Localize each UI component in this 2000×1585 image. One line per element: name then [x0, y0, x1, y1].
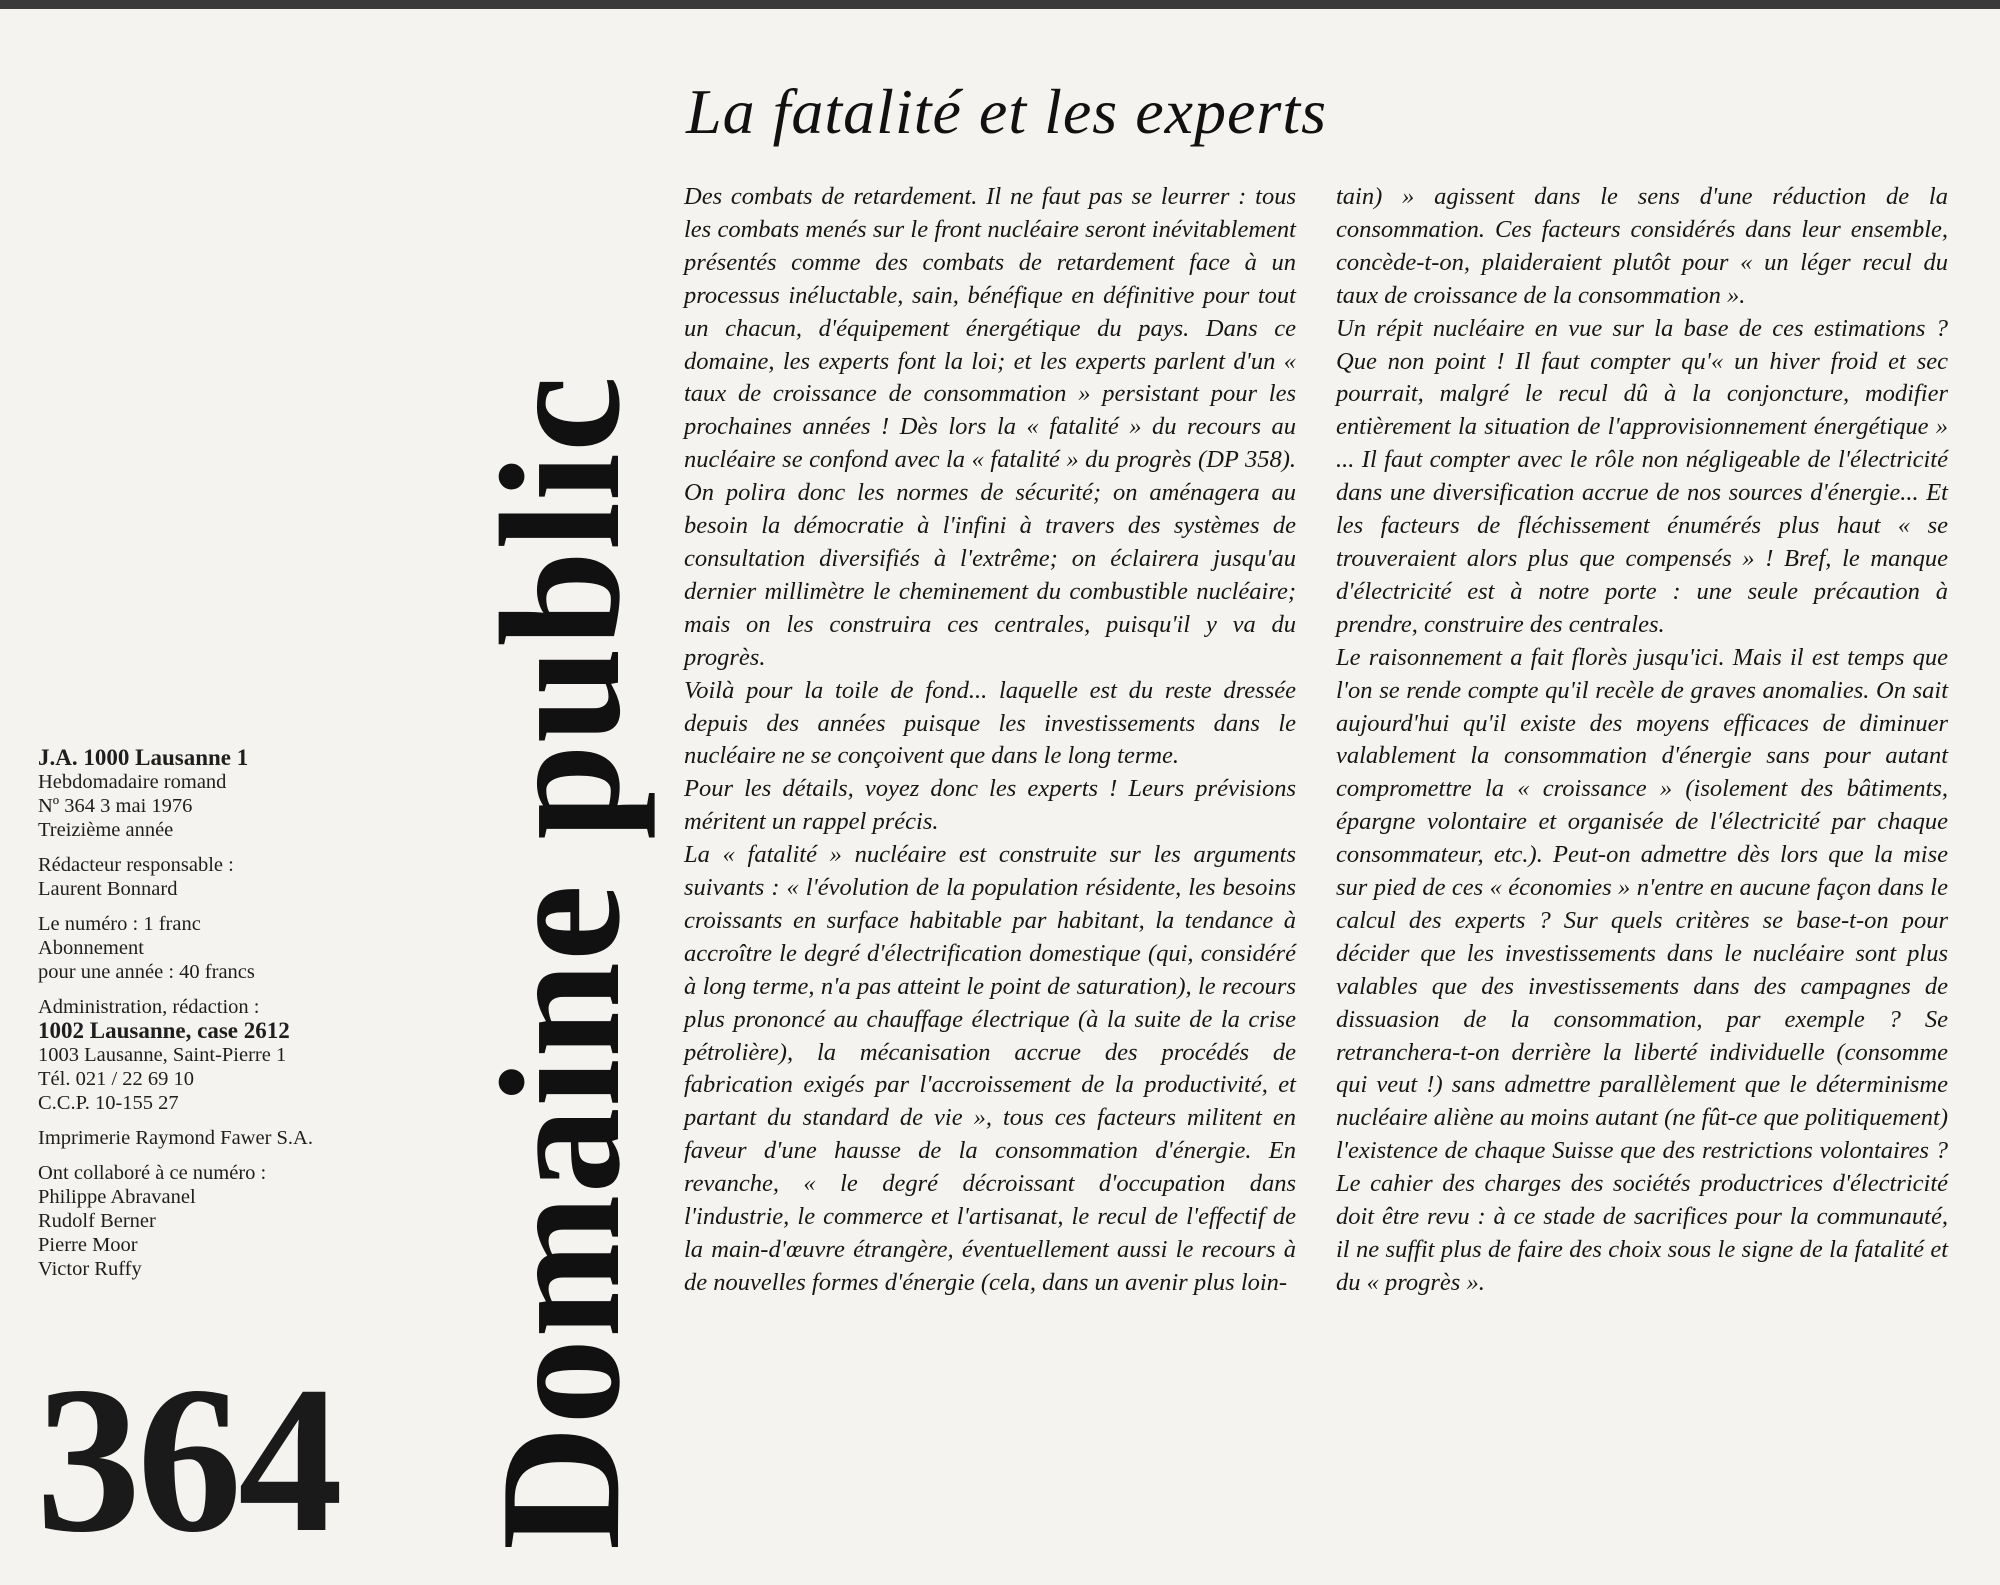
article-paragraph: Voilà pour la toile de fond... laquelle est du reste dressée depuis des années puisque les investissements dans le nucléaire ne se conçoivent que dans le long terme.	[684, 676, 1296, 770]
contributor-name: Rudolf Berner	[38, 1210, 156, 1232]
publication-info	[38, 746, 398, 1292]
info-block-contributors	[38, 1161, 398, 1281]
contributor-name: Pierre Moor	[38, 1234, 138, 1256]
article-paragraph: Un répit nucléaire en vue sur la base de ces estimations ? Que non point ! Il faut compter qu'« un hiver froid et sec pourrait, malgré le recul dû à la conjoncture, modifier entièrement la situation de l'approvisionnement énergétique » ... Il faut compter avec le rôle non négligeable de l'électricité dans une diversification accrue de nos sources d'énergie... Et les facteurs de fléchissement énumérés plus haut « se trouveraient alors plus que compensés » ! Bref, le manque d'électricité est à notre porte : une seule précaution à prendre, construire des centrales.	[1336, 314, 1948, 638]
subscription-label: Abonnement	[38, 937, 144, 959]
street-address: 1003 Lausanne, Saint-Pierre 1	[38, 1044, 287, 1066]
subscription-price: pour une année : 40 francs	[38, 961, 255, 983]
article-paragraph: tain) » agissent dans le sens d'une réduction de la consommation. Ces facteurs considérés dans leur ensemble, concède-t-on, plaideraient plutôt pour « un léger recul du taux de croissance de la consommation ».	[1336, 183, 1948, 309]
publication-year: Treizième année	[38, 819, 174, 841]
ja-line: J.A. 1000 Lausanne 1	[38, 745, 249, 770]
info-block-price	[38, 912, 398, 984]
info-block-printer	[38, 1126, 398, 1150]
issue-price: Le numéro : 1 franc	[38, 913, 201, 935]
editor-name: Laurent Bonnard	[38, 878, 178, 900]
masthead-title: Domaine public	[466, 374, 656, 1550]
contributors-title: Ont collaboré à ce numéro :	[38, 1162, 267, 1184]
info-block-publication	[38, 746, 398, 842]
phone-number: Tél. 021 / 22 69 10	[38, 1068, 195, 1090]
article-headline: La fatalité et les experts	[686, 76, 1327, 147]
article-column-1	[684, 181, 1296, 1300]
info-block-editor	[38, 853, 398, 901]
article-paragraph: Des combats de retardement. Il ne faut pas se leurrer : tous les combats menés sur le front nucléaire seront inévitablement présentés comme des combats de retardement face à un processus inéluctable, sain, bénéfique en définitive pour tout un chacun, d'équipement énergétique du pays. Dans ce domaine, les experts font la loi; et les experts parlent d'un « taux de croissance de consommation » persistant pour les prochaines années ! Dès lors la « fatalité » du recours au nucléaire se confond avec la « fatalité » du progrès (DP 358). On polira donc les normes de sécurité; on aménagera au besoin la démocratie à l'infini à travers des systèmes de consultation diversifiés à l'extrême; on éclairera jusqu'au dernier millimètre le cheminement du combustible nucléaire; mais on les construira ces centrales, puisqu'il y va du progrès.	[684, 183, 1296, 671]
contributor-name: Philippe Abravanel	[38, 1186, 196, 1208]
article-column-2	[1336, 181, 1948, 1300]
article-paragraph: Le raisonnement a fait florès jusqu'ici. Mais il est temps que l'on se rende compte qu'il recèle de graves anomalies. On sait aujourd'hui qu'il existe des moyens efficaces de diminuer valablement la consommation d'énergie sans pour autant compromettre la « croissance » (isolement des bâtiments, épargne volontaire et organisée de l'électricité par chaque consommateur, etc.). Peut-on admettre dès lors que la mise sur pied de ces « économies » n'entre en aucune façon dans le calcul des experts ? Sur quels critères se base-t-on pour décider que les investissements dans le nucléaire sont plus valables que des investissements dans des campagnes de dissuasion de la consommation, par exemple ? Se retranchera-t-on derrière la liberté individuelle (consomme qui veut !) sans admettre parallèlement que le déterminisme nucléaire aliène au moins autant (ne fût-ce que politiquement) l'existence de chaque Suisse que des restrictions volontaires ? Le cahier des charges des sociétés productrices d'électricité doit être revu : à ce stade de sacrifices pour la communauté, il ne suffit plus de faire des choix sous le signe de la fatalité et du « progrès ».	[1336, 643, 1948, 1296]
admin-title: Administration, rédaction :	[38, 996, 260, 1018]
contributor-name: Victor Ruffy	[38, 1258, 142, 1280]
admin-address: 1002 Lausanne, case 2612	[38, 1018, 290, 1043]
article-paragraph: Pour les détails, voyez donc les experts ! Leurs prévisions méritent un rappel précis.	[684, 775, 1296, 836]
printer-name: Imprimerie Raymond Fawer S.A.	[38, 1127, 313, 1149]
issue-date: Nº 364 3 mai 1976	[38, 795, 193, 817]
postal-account: C.C.P. 10-155 27	[38, 1092, 179, 1114]
article-paragraph: La « fatalité » nucléaire est construite sur les arguments suivants : « l'évolution de la population résidente, les besoins croissants en surface habitable par habitant, la tendance à accroître le degré d'électrification domestique (qui, considéré à long terme, n'a pas atteint le point de saturation), le recours plus prononcé au chauffage électrique (à la suite de la crise pétrolière), la mécanisation accrue des procédés de fabrication exigés par l'accroissement de la productivité, et partant du standard de vie », tous ces facteurs militent en faveur d'une hausse de la consommation d'énergie. En revanche, « le degré décroissant d'occupation dans l'industrie, le commerce et l'artisanat, le recul de l'effectif de la main-d'œuvre étrangère, éventuellement aussi le recours à de nouvelles formes d'énergie (cela, dans un avenir plus loin-	[684, 841, 1296, 1296]
top-rule	[0, 0, 2000, 9]
publication-type: Hebdomadaire romand	[38, 771, 227, 793]
editor-title: Rédacteur responsable :	[38, 854, 234, 876]
issue-number: 364	[36, 1344, 339, 1576]
info-block-admin	[38, 995, 398, 1115]
